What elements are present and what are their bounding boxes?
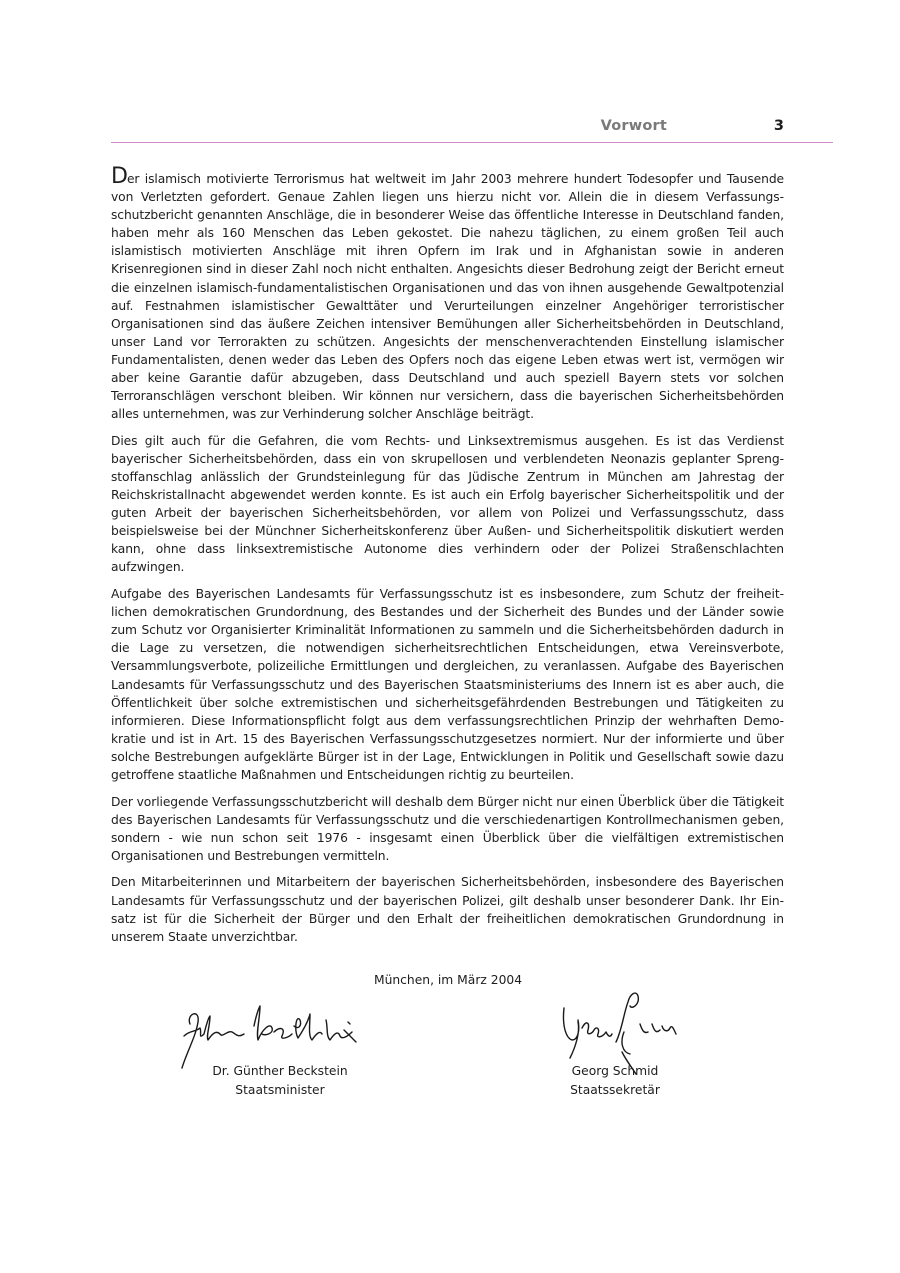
page-number: 3 bbox=[773, 118, 784, 134]
paragraph-3: Aufgabe des Bayerischen Landesamts für Verfassungsschutz ist es insbesondere, zum Schutz der freiheitlichen demokratischen Grundordnung, des Bestandes und der Sicherheit des Bundes und der Länder sowie zum Schutz vor Organisierter Kriminalität Informationen zu sammeln und die Sicherheitsbehörden dadurch in die Lage zu versetzen, die notwendigen sicherheitsrechtlichen Entscheidungen, etwa Vereinsverbote, Versammlungsverbote, polizeiliche Ermittlungen und dergleichen, zu veranlassen. Aufgabe des Bayerischen Landesamts für Verfassungsschutz und des Bayerischen Staatsministeriums des Innern ist es aber auch, die Öffentlichkeit über solche extremistischen und sicherheitsgefährdenden Bestrebungen und Tätigkeiten zu informieren. Diese Informationspflicht folgt aus dem verfassungsrechtlichen Prinzip der wehrhaften Demokratie und ist in Art. 15 des Bayerischen Verfassungsschutzgesetzes normiert. Nur der informierte und über solche Bestrebungen aufgeklärte Bürger ist in der Lage, Entwicklungen in Politik und Gesellschaft sowie dazu getroffene staatliche Maßnahmen und Entscheidungen richtig zu beurteilen. bbox=[111, 587, 784, 782]
signatory-title: Staatsminister bbox=[235, 1083, 325, 1097]
signatory-schmid bbox=[535, 1062, 695, 1100]
paragraph-4: Der vorliegende Verfassungsschutzbericht will deshalb dem Bürger nicht nur einen Überblick über die Tätigkeit des Bayerischen Landesamts für Verfassungsschutz und die verschiedenartigen Kontrollmechanismen geben, sondern - wie nun schon seit 1976 - insgesamt einen Überblick über die vielfältigen extremistischen Organisationen und Bestrebungen vermitteln. bbox=[111, 794, 784, 863]
foreword-text bbox=[111, 164, 784, 954]
drop-cap: D bbox=[111, 164, 127, 189]
paragraph-2: Dies gilt auch für die Gefahren, die vom Rechts- und Linksextremismus ausgehen. Es ist das Verdienst bayerischer Sicherheitsbehörden, dass ein von skrupellosen und verblendeten Neonazis geplanter Sprengstoffanschlag anlässlich der Grundsteinlegung für das Jüdische Zentrum in München am Jahrestag der Reichskristallnacht abgewendet werden konnte. Es ist auch ein Erfolg bayerischer Sicherheitspolitik und der guten Arbeit der bayerischen Sicherheitsbehörden, vor allem von Polizei und Verfassungsschutz, dass beispielsweise bei der Münchner Sicherheitskonferenz über Außen- und Sicherheitspolitik diskutiert werden kann, ohne dass linksextremistische Autonome dies verhindern oder der Polizei Straßenschlachten aufzwingen. bbox=[111, 433, 784, 575]
paragraph-1-text: er islamisch motivierte Terrorismus hat weltweit im Jahr 2003 mehrere hundert Todesopfer und Tausende von Verletzten gefordert. Genaue Zahlen liegen uns hierzu nicht vor. Allein die in diesem Verfassungsschutzbericht genannten Anschläge, die in besonderer Weise das öffentliche Interesse in Deutschland fanden, haben mehr als 160 Menschen das Leben gekostet. Die nahezu täglichen, zu einem großen Teil auch islamistisch motivierten Anschläge mit ihren Opfern im Irak und in Afghanistan sowie in anderen Krisenregionen sind in dieser Zahl noch nicht enthalten. Angesichts dieser Bedrohung zeigt der Bericht erneut die einzelnen islamisch-fundamentalistischen Organisationen und das von ihnen ausgehende Gewaltpotenzial auf. Festnahmen islamistischer Gewalttäter und Verurteilungen einzelner Angehöriger terroristischer Organisationen sind das äußere Zeichen intensiver Bemühungen aller Sicherheitsbehörden in Deutschland, unser Land vor Terrorakten zu schützen. Angesichts der menschenverachtenden Einstellung islamischer Fundamentalisten, denen weder das Leben des Opfers noch das eigene Leben etwas wert ist, vermögen wir aber keine Garantie dafür abzugeben, dass Deutschland und auch speziell Bayern stets vor solchen Terroranschlägen verschont bleiben. Wir können nur versichern, dass die bayerischen Sicherheitsbehörden alles unternehmen, was zur Verhinderung solcher Anschläge beiträgt. bbox=[111, 172, 784, 422]
place-date: München, im März 2004 bbox=[373, 973, 523, 987]
signatory-name: Georg Schmid bbox=[571, 1064, 659, 1078]
signatory-beckstein bbox=[190, 1062, 370, 1100]
paragraph-1 bbox=[111, 164, 784, 423]
page-header bbox=[111, 117, 833, 143]
signatory-title: Staatssekretär bbox=[570, 1083, 660, 1097]
section-title: Vorwort bbox=[600, 118, 667, 134]
signatory-name: Dr. Günther Beckstein bbox=[212, 1064, 348, 1078]
paragraph-5: Den Mitarbeiterinnen und Mitarbeitern der bayerischen Sicherheitsbehörden, insbesondere des Bayerischen Landesamts für Verfassungsschutz und der bayerischen Polizei, gilt deshalb unser besonderer Dank. Ihr Einsatz ist für die Sicherheit der Bürger und den Erhalt der freiheitlichen demokratischen Grundordnung in unserem Staate unverzichtbar. bbox=[111, 875, 784, 944]
